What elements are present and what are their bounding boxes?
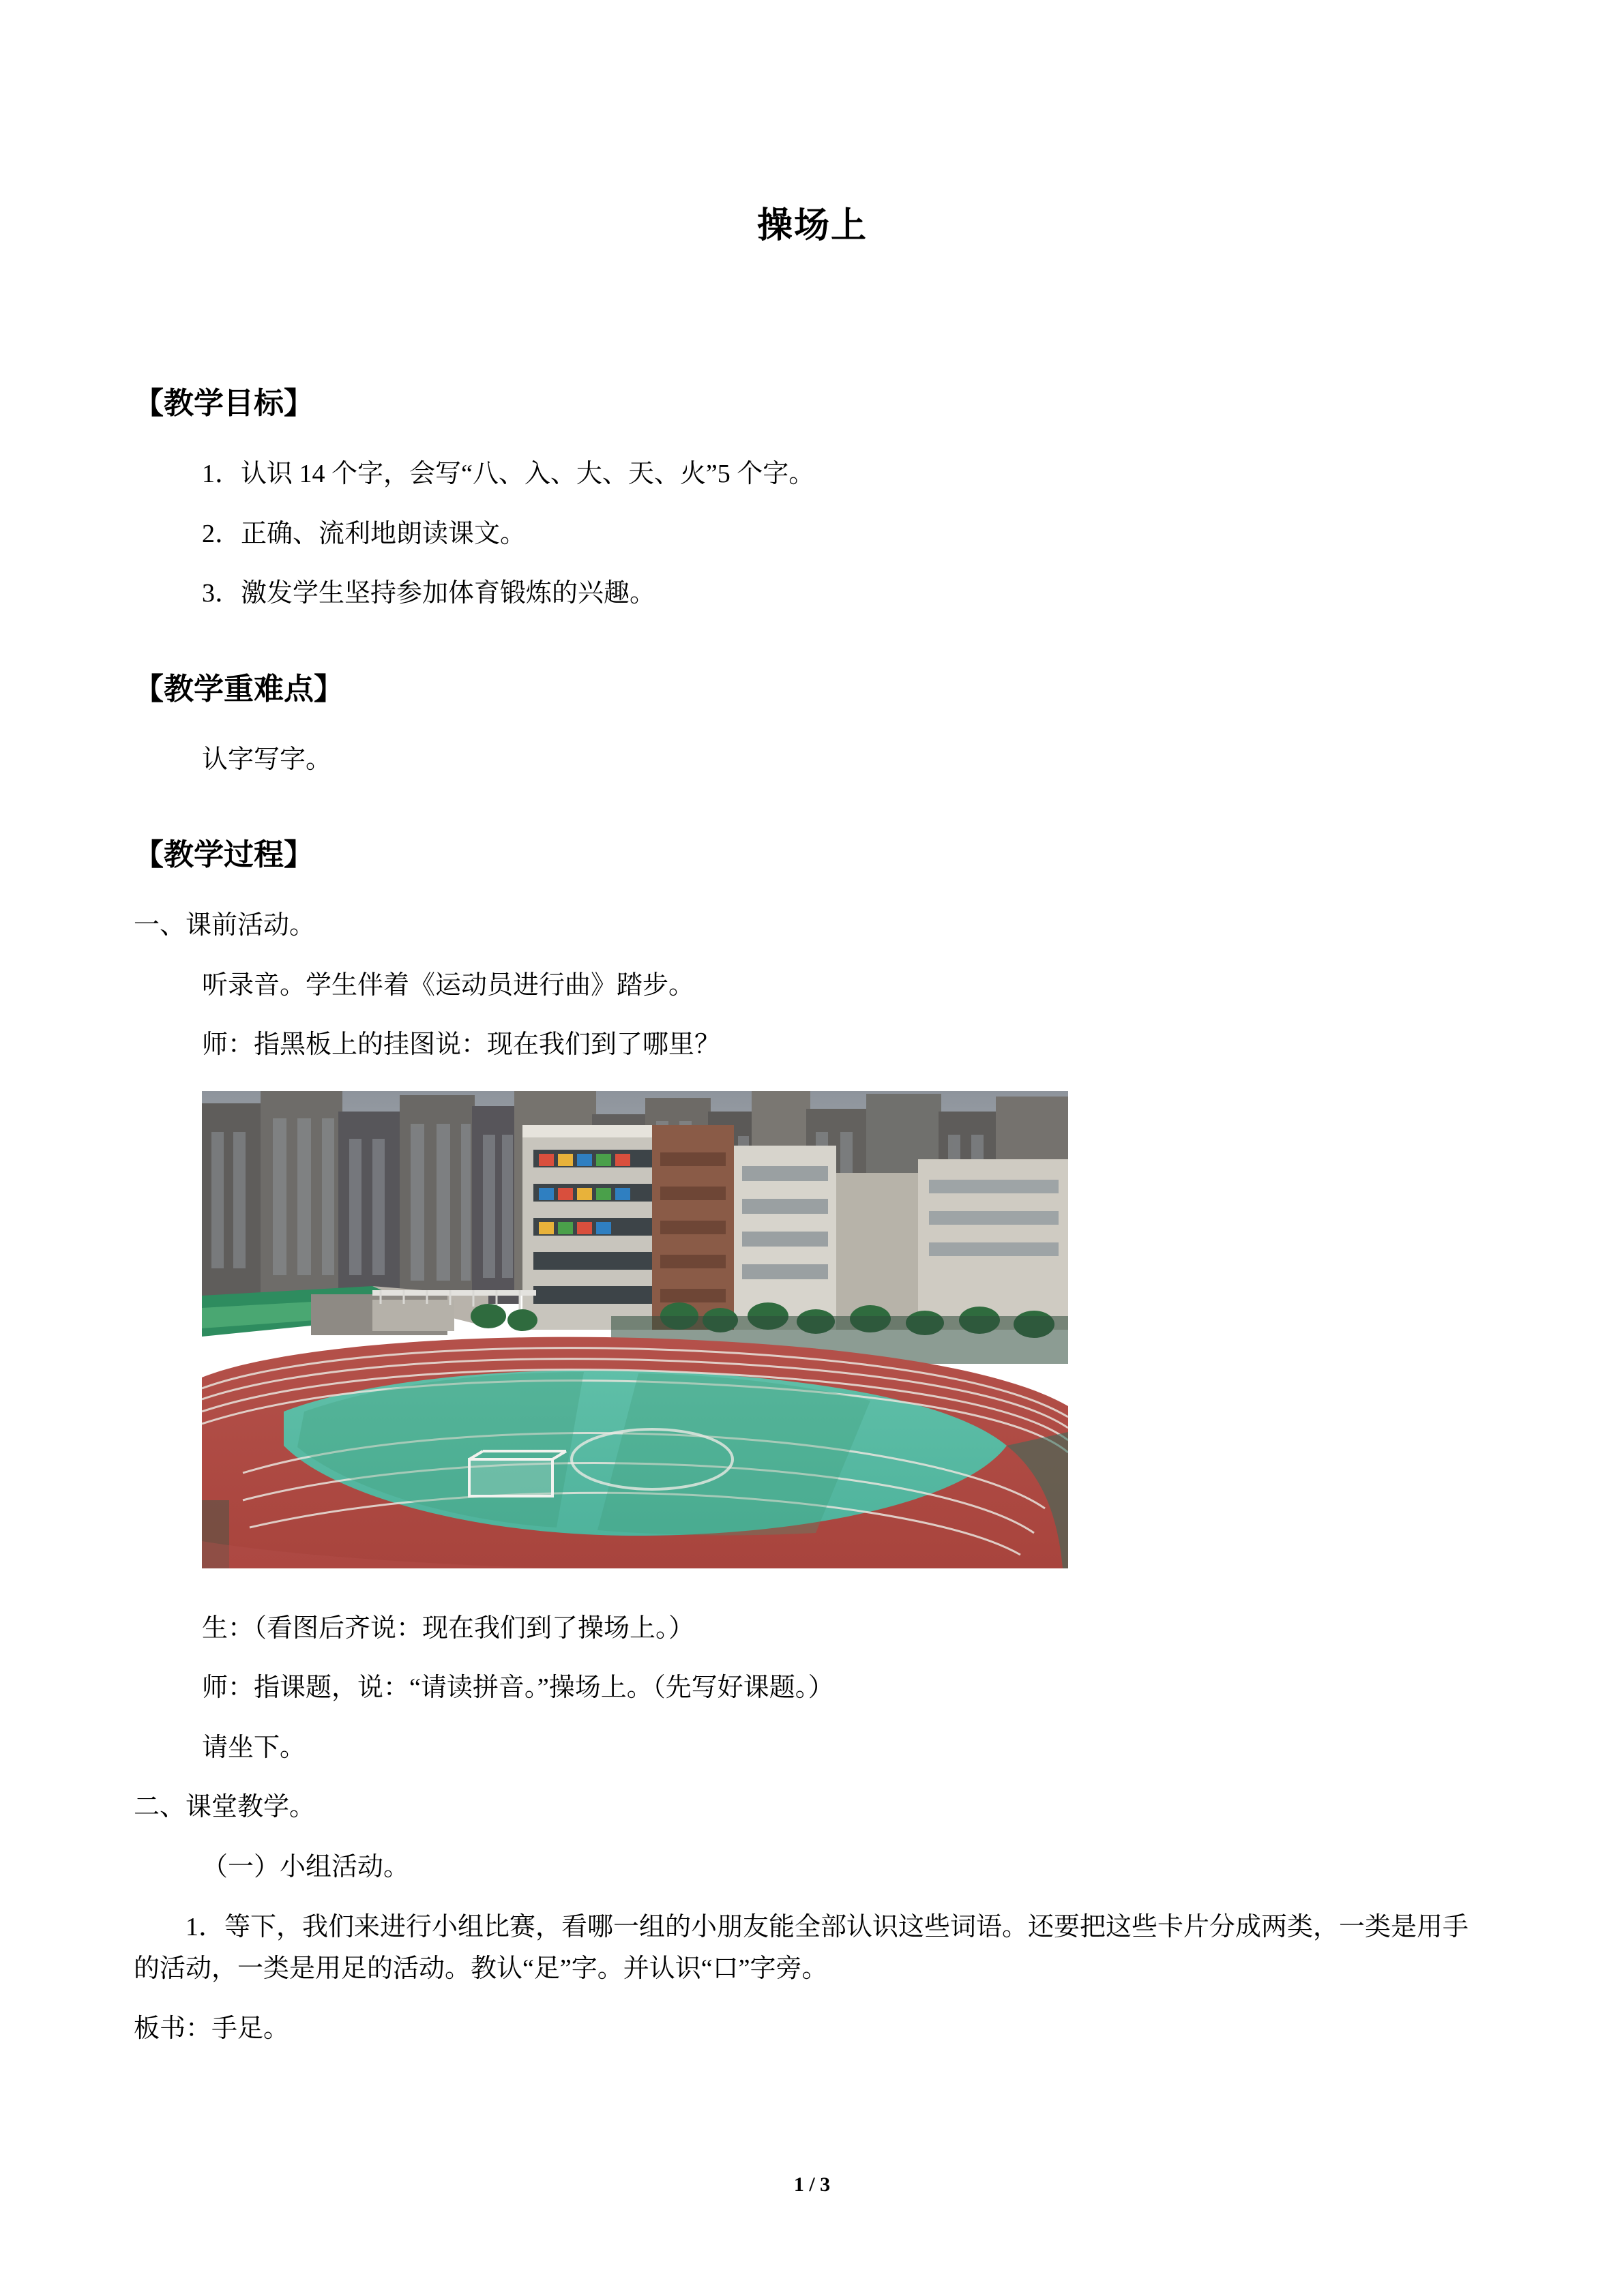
- process-line-5: 请坐下。: [202, 1733, 306, 1762]
- objective-item-1: 1．认识 14 个字，会写“八、入、大、天、火”5 个字。: [202, 460, 815, 488]
- playground-image: [202, 1091, 1068, 1568]
- heading-key-difficulties: 【教学重难点】: [134, 672, 344, 706]
- process-line-7: 1．等下，我们来进行小组比赛，看哪一组的小朋友能全部认识这些词语。还要把这些卡片分成两类，一类是用手的活动，一类是用足的活动。教认“足”字。并认识“口”字旁。: [134, 1912, 1469, 1984]
- objective-item-2: 2．正确、流利地朗读课文。: [202, 519, 527, 548]
- keypoints-text: 认字写字。: [202, 745, 332, 774]
- process-line-4: 师：指课题，说：“请读拼音。”操场上。（先写好课题。）: [202, 1673, 834, 1703]
- process-line-8: 板书：手足。: [134, 2014, 290, 2043]
- figure-playground: [134, 1091, 1491, 1568]
- process-line-3: 生：（看图后齐说：现在我们到了操场上。）: [202, 1613, 695, 1643]
- playground-illustration: [202, 1091, 1068, 1568]
- process-part2-title: 二、课堂教学。: [134, 1793, 316, 1822]
- heading-teaching-objectives: 【教学目标】: [134, 387, 314, 420]
- process-line-2: 师：指黑板上的挂图说：现在我们到了哪里？: [202, 1030, 721, 1060]
- page-title: 操场上: [756, 207, 868, 245]
- page-footer: 1 / 3: [793, 2173, 831, 2196]
- process-line-1: 听录音。学生伴着《运动员进行曲》踏步。: [202, 970, 695, 1000]
- document-body: [134, 0, 1491, 2050]
- process-line-6: （一）小组活动。: [202, 1853, 410, 1882]
- objective-item-3: 3．激发学生坚持参加体育锻炼的兴趣。: [202, 579, 656, 608]
- heading-teaching-process: 【教学过程】: [134, 838, 314, 872]
- process-part1-title: 一、课前活动。: [134, 911, 316, 940]
